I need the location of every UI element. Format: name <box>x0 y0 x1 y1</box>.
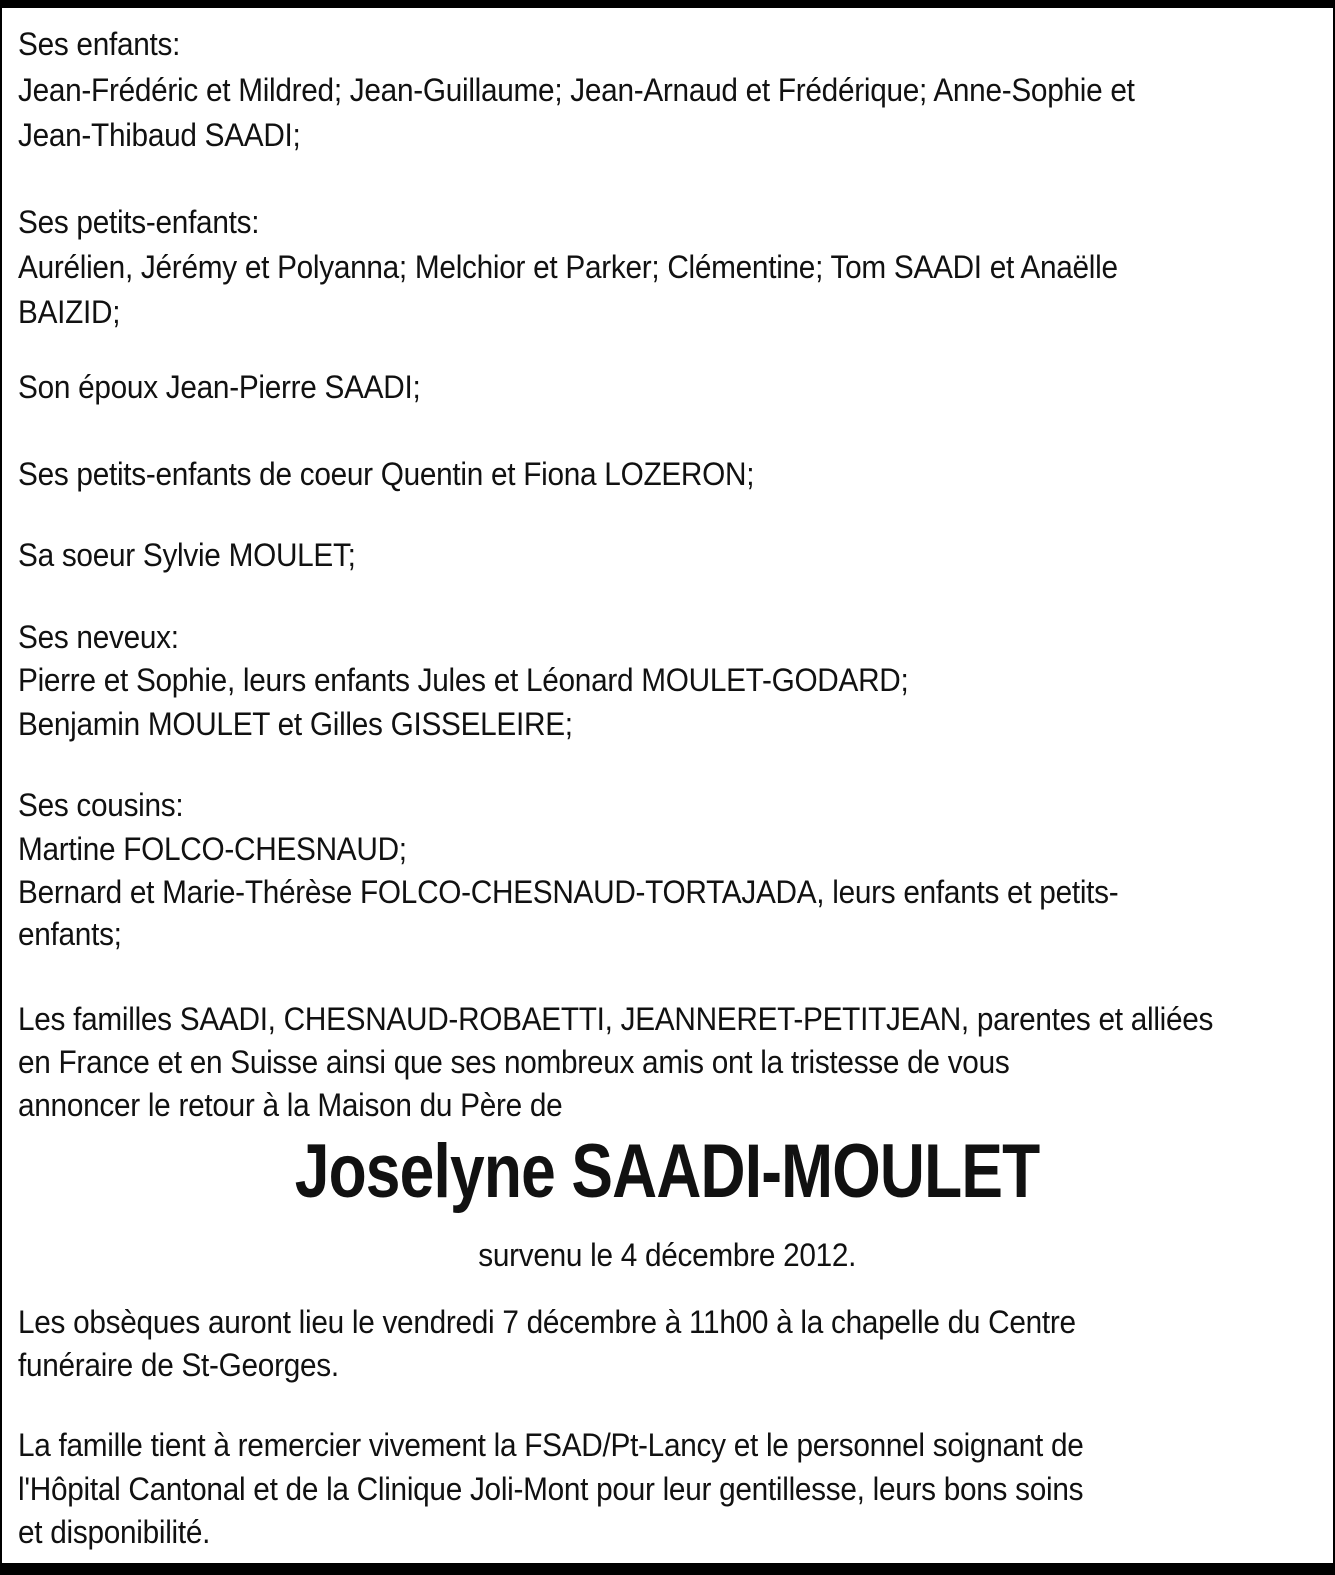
deceased-name-title: Joselyne SAADI-MOULET <box>295 1129 1040 1214</box>
annonce-line: annoncer le retour à la Maison du Père de <box>18 1087 563 1123</box>
enfants-line: Jean-Thibaud SAADI; <box>18 117 301 153</box>
frame-left-border <box>0 0 2 1575</box>
cousins-line: Bernard et Marie-Thérèse FOLCO-CHESNAUD-TORTAJADA, leurs enfants et petits- <box>18 874 1119 910</box>
obseques-line: Les obsèques auront lieu le vendredi 7 décembre à 11h00 à la chapelle du Centre <box>18 1304 1076 1340</box>
annonce-line: Les familles SAADI, CHESNAUD-ROBAETTI, JEANNERET-PETITJEAN, parentes et alliées <box>18 1001 1214 1037</box>
neveux-line: Benjamin MOULET et Gilles GISSELEIRE; <box>18 706 573 742</box>
petits-enfants-de-coeur-line: Ses petits-enfants de coeur Quentin et Fiona LOZERON; <box>18 456 755 492</box>
death-date-line: survenu le 4 décembre 2012. <box>478 1237 857 1273</box>
death-date-row <box>2 1235 1333 1275</box>
remerciements-line: La famille tient à remercier vivement la FSAD/Pt-Lancy et le personnel soignant de <box>18 1427 1084 1463</box>
remerciements-line: et disponibilité. <box>18 1514 211 1550</box>
frame-top-border <box>0 0 1335 8</box>
enfants-line: Jean-Frédéric et Mildred; Jean-Guillaume; Jean-Arnaud et Frédérique; Anne-Sophie et <box>18 72 1135 108</box>
frame-bottom-border <box>0 1563 1335 1575</box>
epoux-line: Son époux Jean-Pierre SAADI; <box>18 369 421 405</box>
cousins-heading: Ses cousins: <box>18 787 184 823</box>
cousins-line: enfants; <box>18 916 122 952</box>
neveux-heading: Ses neveux: <box>18 619 179 655</box>
petits-enfants-heading: Ses petits-enfants: <box>18 204 260 240</box>
annonce-line: en France et en Suisse ainsi que ses nombreux amis ont la tristesse de vous <box>18 1044 1010 1080</box>
neveux-line: Pierre et Sophie, leurs enfants Jules et Léonard MOULET-GODARD; <box>18 662 909 698</box>
obseques-line: funéraire de St-Georges. <box>18 1347 339 1383</box>
deceased-name-row <box>2 1130 1333 1214</box>
petits-enfants-line: Aurélien, Jérémy et Polyanna; Melchior et Parker; Clémentine; Tom SAADI et Anaëlle <box>18 249 1118 285</box>
soeur-line: Sa soeur Sylvie MOULET; <box>18 537 356 573</box>
enfants-heading: Ses enfants: <box>18 26 181 62</box>
remerciements-line: l'Hôpital Cantonal et de la Clinique Joli-Mont pour leur gentillesse, leurs bons soins <box>18 1471 1084 1507</box>
petits-enfants-line: BAIZID; <box>18 294 121 330</box>
cousins-line: Martine FOLCO-CHESNAUD; <box>18 831 407 867</box>
